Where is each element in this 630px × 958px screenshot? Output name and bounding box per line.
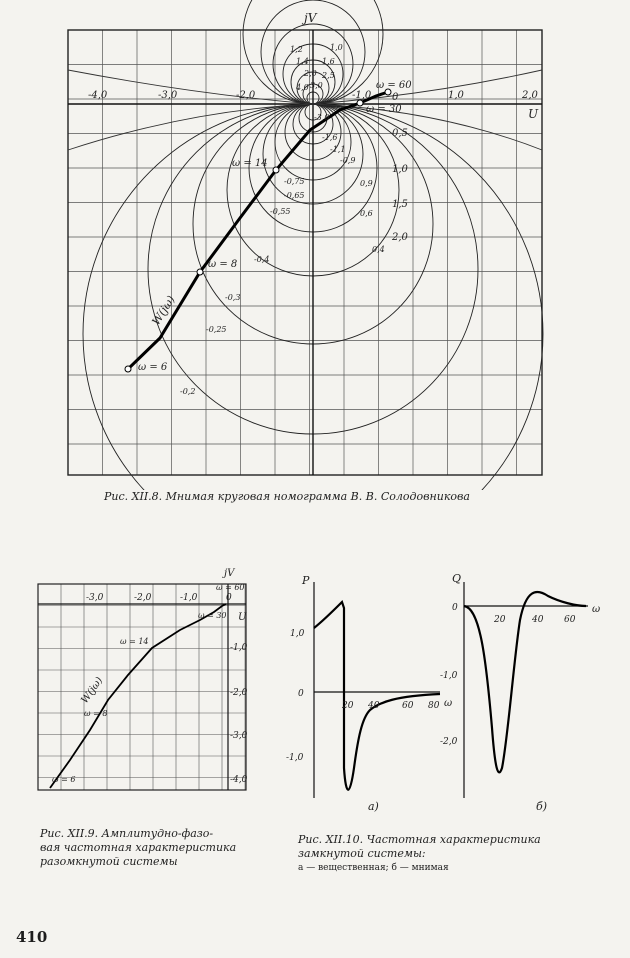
v-tick: -3,0 — [230, 731, 248, 741]
panel-a-y-ticks — [286, 629, 305, 763]
u-tick: -4,0 — [88, 90, 108, 101]
panel-a-omega-label: ω — [444, 698, 453, 709]
u-tick: 0 — [226, 593, 232, 603]
y-tick: 1,0 — [290, 629, 305, 639]
u-tick: 2,0 — [522, 90, 538, 101]
q-label: 2,0 — [304, 69, 317, 78]
x-tick: 20 — [342, 701, 354, 711]
caption-fig-xii-8 — [104, 490, 574, 504]
y-tick: 0 — [298, 689, 304, 699]
q-label: -0,4 — [254, 255, 270, 264]
y-tick: -1,0 — [440, 671, 458, 681]
freq-label-6: ω = 6 — [138, 362, 168, 373]
panel-b-x-ticks — [493, 615, 576, 625]
open-loop-frequency-figure — [0, 560, 270, 800]
q-label: 1,6 — [322, 57, 335, 66]
u-tick: -1,0 — [352, 90, 372, 101]
curve-label: W(jω) — [149, 293, 178, 328]
y-tick: 0 — [452, 603, 458, 613]
v-tick: 0,5 — [392, 128, 408, 139]
q-label: -1,6 — [322, 133, 338, 142]
v-tick: -1,0 — [230, 643, 248, 653]
v-tick: -4,0 — [230, 775, 248, 785]
q-label: -0,2 — [180, 387, 196, 396]
freq-label-60: ω = 60 — [216, 583, 245, 592]
u-tick: -2,0 — [134, 593, 152, 603]
caption-line: вая частотная характеристика — [40, 841, 237, 854]
freq-label-30: ω = 30 — [366, 104, 402, 115]
u-tick: -3,0 — [158, 90, 178, 101]
q-label: -0,55 — [270, 207, 291, 216]
x-tick: 40 — [532, 615, 544, 625]
v-tick: 2,0 — [392, 232, 408, 243]
u-tick: -3,0 — [86, 593, 104, 603]
q-label: -0,9 — [340, 156, 356, 165]
v-tick: 1,5 — [392, 199, 408, 210]
caption-fig-xii-9 — [40, 827, 270, 869]
v-tick-labels — [391, 128, 409, 243]
q-label: -1,1 — [330, 145, 346, 154]
panel-a-x-ticks — [341, 701, 440, 711]
q-label: 0,9 — [360, 179, 373, 188]
freq-label-zero: 0 — [392, 92, 399, 103]
fig9-curve-label: W(jω) — [79, 675, 106, 706]
caption-line: Рис. XII.9. Амплитудно-фазо- — [40, 827, 214, 840]
q-label: 2,5 — [322, 71, 335, 80]
panel-b-omega-label: ω — [592, 604, 601, 615]
x-tick: 20 — [494, 615, 506, 625]
point-w8 — [197, 269, 203, 275]
panel-b-letter: б) — [536, 800, 548, 813]
fig9-w-curve — [50, 604, 226, 788]
q-label: 3,0 — [310, 81, 323, 90]
panel-b-q-label: Q — [452, 572, 462, 585]
v-tick: 1,0 — [392, 164, 408, 175]
closed-loop-frequency-figure — [280, 568, 620, 818]
x-tick: 60 — [564, 615, 576, 625]
q-label: 1,4 — [296, 57, 309, 66]
y-tick: -1,0 — [286, 753, 304, 763]
q-label: 0,4 — [372, 245, 385, 254]
point-w14 — [273, 167, 279, 173]
freq-label-14: ω = 14 — [120, 637, 149, 646]
freq-label-6: ω = 6 — [52, 775, 76, 784]
panel-a-curve — [314, 602, 440, 790]
fig9-u-ticks — [86, 593, 232, 603]
u-tick: -1,0 — [180, 593, 198, 603]
q-label: 0,6 — [360, 209, 373, 218]
caption-line: Рис. XII.10. Частотная характеристика — [298, 833, 541, 846]
caption-text: Рис. XII.8. Мнимая круговая номограмма В. В. Солодовникова — [104, 490, 470, 503]
freq-label-8: ω = 8 — [84, 709, 108, 718]
panel-b-y-ticks — [440, 603, 458, 747]
x-tick: 40 — [368, 701, 380, 711]
nomogram-frame — [68, 30, 542, 475]
freq-label-60: ω = 60 — [376, 80, 412, 91]
q-label: -3,0 — [314, 113, 330, 122]
page-number: 410 — [16, 928, 48, 946]
fig9-jv-label: jV — [224, 568, 235, 579]
q-label: 1,0 — [330, 43, 343, 52]
panel-a-letter: а) — [368, 800, 379, 813]
y-tick: -2,0 — [440, 737, 458, 747]
q-label: 1,2 — [290, 45, 303, 54]
x-tick: 60 — [402, 701, 414, 711]
caption-line: замкнутой системы: — [298, 847, 426, 860]
q-label: -0,75 — [284, 177, 305, 186]
freq-label-8: ω = 8 — [208, 259, 238, 270]
point-w6 — [125, 366, 131, 372]
lower-q-labels — [180, 113, 385, 396]
caption-fig-xii-10 — [298, 833, 608, 875]
fig9-freq-labels — [52, 583, 245, 784]
x-tick: 80 — [428, 701, 440, 711]
panel-a-p-label: P — [302, 574, 310, 587]
u-tick: 1,0 — [448, 90, 464, 101]
jv-axis-label: jV — [304, 11, 317, 25]
fig9-u-label: U — [238, 612, 247, 623]
u-axis-label: U — [528, 107, 539, 121]
q-label: -0,25 — [206, 325, 227, 334]
q-label: -0,65 — [284, 191, 305, 200]
caption-line: разомкнутой системы — [40, 855, 178, 868]
freq-label-14: ω = 14 — [232, 158, 268, 169]
u-tick: -2,0 — [236, 90, 256, 101]
q-label: 4,0 — [296, 83, 309, 92]
v-tick: -2,0 — [230, 688, 248, 698]
caption-note: а — вещественная; б — мнимая — [298, 863, 449, 873]
freq-label-30: ω = 30 — [198, 611, 227, 620]
nomogram-grid — [68, 30, 542, 475]
q-label: -0,3 — [225, 293, 241, 302]
